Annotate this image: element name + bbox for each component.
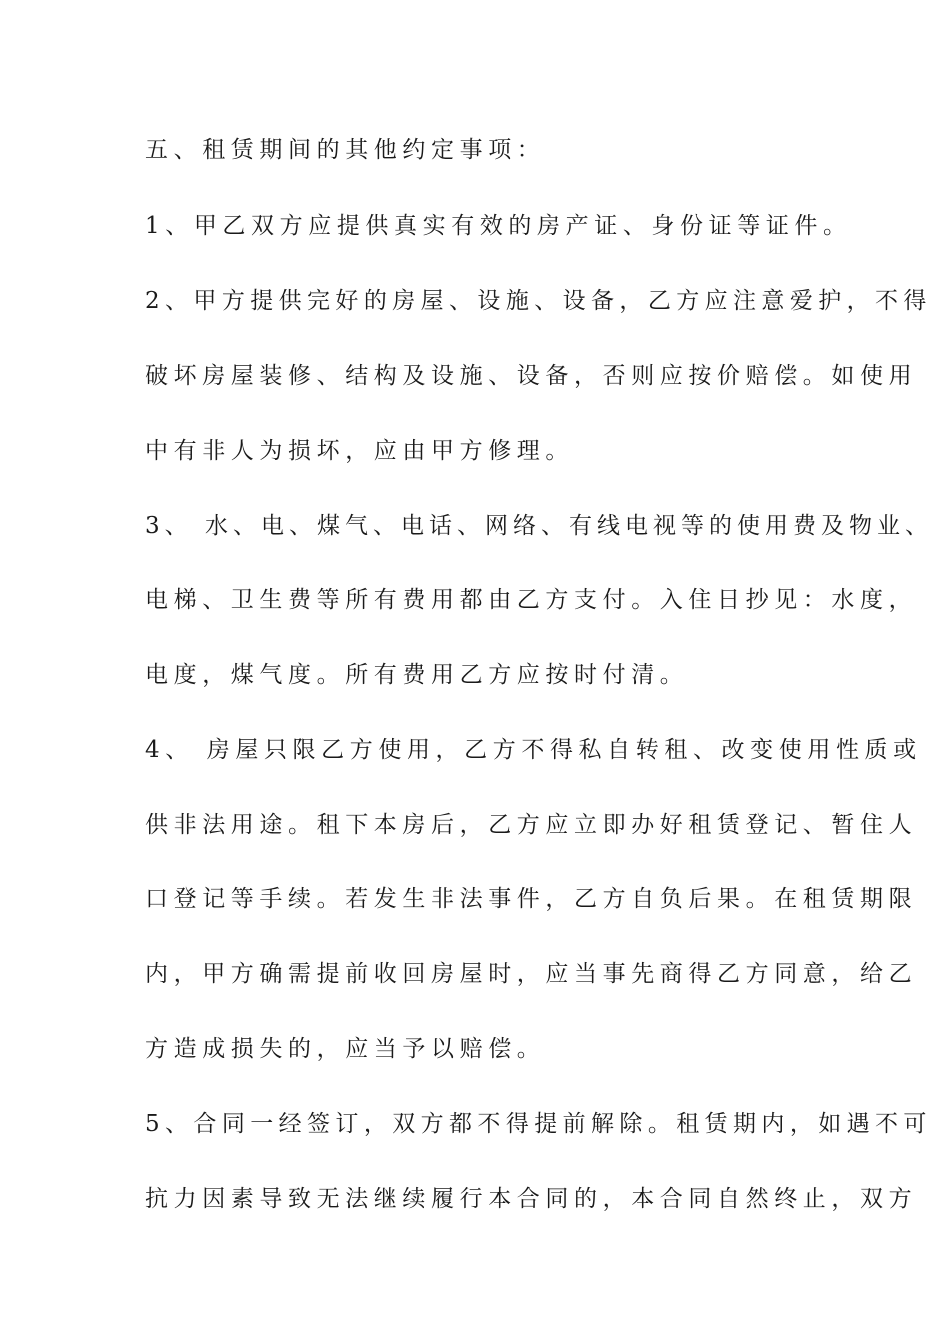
clause-2-line-2: 破坏房屋装修、结构及设施、设备，否则应按价赔偿。如使用 [145, 363, 918, 389]
clause-2-line-3: 中有非人为损坏，应由甲方修理。 [145, 438, 574, 464]
clause-3-line-3: 电度，煤气度。所有费用乙方应按时付清。 [145, 662, 689, 688]
clause-4-line-1: 4、 房屋只限乙方使用，乙方不得私自转租、改变使用性质或 [145, 737, 922, 763]
clause-1-line: 1、甲乙双方应提供真实有效的房产证、身份证等证件。 [145, 213, 852, 239]
clause-5-line-1: 5、合同一经签订，双方都不得提前解除。租赁期内，如遇不可 [145, 1111, 932, 1137]
clause-4-line-2: 供非法用途。租下本房后，乙方应立即办好租赁登记、暂住人 [145, 812, 918, 838]
clause-2-line-1: 2、甲方提供完好的房屋、设施、设备，乙方应注意爱护，不得 [145, 288, 932, 314]
clause-4-line-3: 口登记等手续。若发生非法事件，乙方自负后果。在租赁期限 [145, 886, 918, 912]
clause-3-line-1: 3、 水、电、煤气、电话、网络、有线电视等的使用费及物业、 [145, 513, 933, 539]
clause-5-line-2: 抗力因素导致无法继续履行本合同的，本合同自然终止，双方 [145, 1186, 918, 1212]
clause-4-line-5: 方造成损失的，应当予以赔偿。 [145, 1036, 546, 1062]
section-heading: 五、租赁期间的其他约定事项： [145, 137, 546, 163]
clause-3-line-2: 电梯、卫生费等所有费用都由乙方支付。入住日抄见：水度， [145, 587, 918, 613]
clause-4-line-4: 内，甲方确需提前收回房屋时，应当事先商得乙方同意，给乙 [145, 961, 918, 987]
